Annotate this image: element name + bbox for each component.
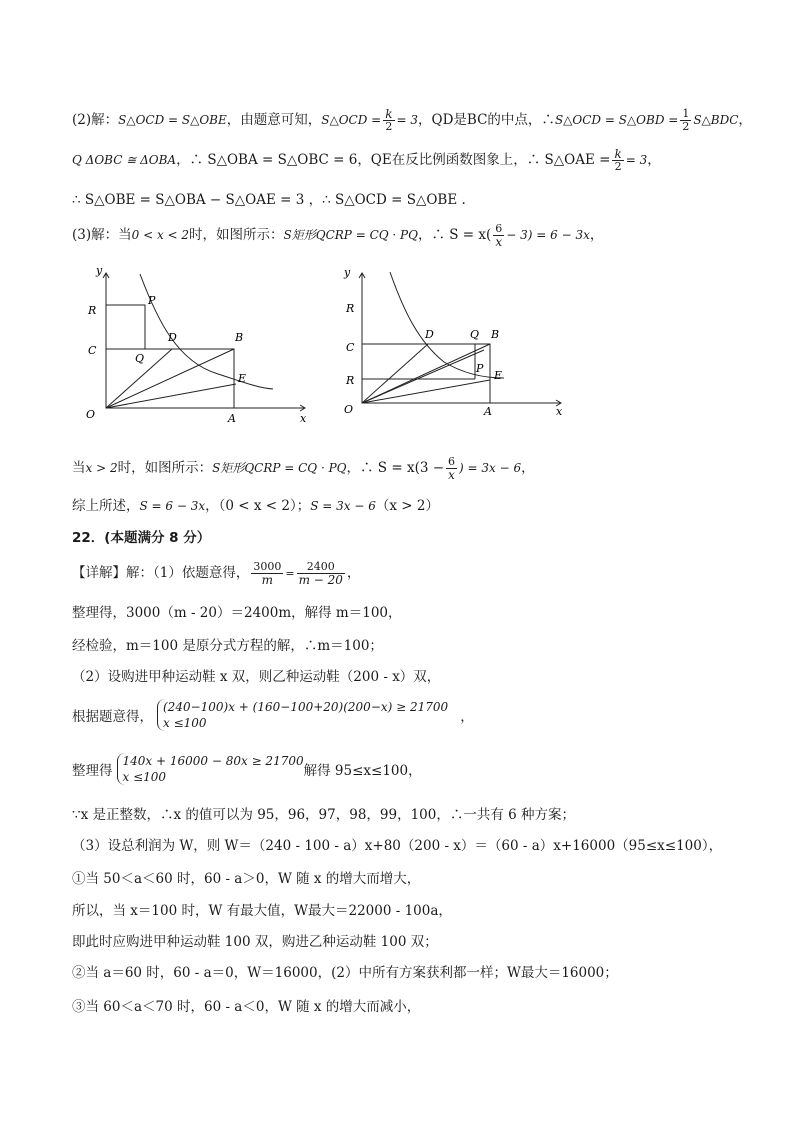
- math: Q ΔOBC ≅ ΔOBA: [72, 153, 177, 167]
- text: (2)解：: [72, 112, 119, 128]
- label-D: D: [425, 328, 434, 341]
- math: − 3) = 6 − 3x: [506, 228, 590, 242]
- text: 当: [72, 460, 86, 476]
- solution-3-line1: [72, 223, 603, 248]
- solution-3-line2: [72, 456, 535, 481]
- text: ，∴ S = x(: [417, 227, 492, 243]
- math: 0 < x < 2: [131, 228, 190, 242]
- q22-line3: 经检验，m＝100 是原分式方程的解，∴m＝100；: [72, 638, 383, 654]
- label-C: C: [88, 344, 97, 357]
- fraction-6-x-2: $\frac{6}{x}$: [448, 455, 456, 482]
- text: 【详解】解：（1）依题意得，: [72, 565, 250, 581]
- text: ，: [589, 227, 604, 243]
- label-B: B: [491, 328, 500, 341]
- label-O: O: [86, 408, 96, 421]
- math: = 3: [396, 113, 419, 127]
- label-y: y: [96, 264, 103, 277]
- solution-2-line2: [72, 148, 661, 173]
- math: S矩形QCRP = CQ · PQ: [283, 228, 418, 242]
- text: ，∴ S = x(3 −: [346, 460, 445, 476]
- label-R-top: R: [346, 302, 355, 315]
- q22-line5: [72, 699, 474, 731]
- q22-line6: [72, 753, 422, 785]
- label-P: P: [148, 294, 156, 307]
- text: ，: [460, 709, 474, 725]
- label-y: y: [344, 266, 351, 279]
- fraction-3000-m: $\frac{3000}{m}$: [253, 560, 282, 587]
- graph-case-1: [68, 262, 318, 432]
- label-E: E: [494, 369, 503, 382]
- label-A: A: [484, 405, 492, 418]
- text: （x > 2）: [375, 498, 439, 514]
- text: ，QE在反比例函数图象上，∴ S△OAE =: [357, 152, 611, 168]
- label-C: C: [346, 341, 355, 354]
- text: ，QD是BC的中点，∴: [418, 112, 555, 128]
- math: S矩形QCRP = CQ · PQ: [212, 461, 347, 475]
- q22-line8: （3）设总利润为 W，则 W＝（240 - 100 - a）x+80（200 - x）＝（60 - a）x+16000（95≤x≤100），: [72, 838, 723, 854]
- fraction-2400-m-20: $\frac{2400}{m - 20}$: [298, 560, 343, 587]
- text: 解得 95≤x≤100，: [303, 763, 422, 779]
- text: ，由题意可知，: [226, 112, 322, 128]
- solution-2-line3: ∴ S△OBE = S△OBA − S△OAE = 3 ，∴ S△OCD = S△OBE .: [72, 192, 466, 208]
- label-O: O: [344, 403, 354, 416]
- text: ，: [647, 152, 661, 168]
- text: ，: [346, 565, 361, 581]
- inequality-system-1: (240−100)x + (160−100+20)(200−x) ≥ 21700 x ≤100: [157, 699, 448, 731]
- text: (3)解：当: [72, 227, 132, 243]
- label-Q: Q: [135, 352, 145, 365]
- text: 时，如图所示：: [189, 227, 284, 243]
- text: 综上所述，: [72, 498, 140, 514]
- label-B: B: [235, 331, 244, 344]
- label-D: D: [168, 331, 177, 344]
- label-R: R: [88, 304, 97, 317]
- q22-line10: 所以，当 x＝100 时，W 有最大值，W最大＝22000 - 100a，: [72, 903, 452, 919]
- graph-case-2: [324, 262, 574, 432]
- math: x > 2: [85, 461, 118, 475]
- text: ，: [521, 460, 535, 476]
- solution-2-line1: [72, 108, 752, 133]
- math: =: [285, 567, 295, 580]
- text: 时，如图所示：: [117, 460, 213, 476]
- math: S△OCD = S△OBD =: [554, 113, 679, 127]
- q22-line12: ②当 a＝60 时，60 - a＝0，W＝16000，(2）中所有方案获利都一样；W最大＝16000；: [72, 965, 618, 981]
- text: 根据题意得，: [72, 709, 153, 725]
- q22-line9: ①当 50＜a＜60 时，60 - a＞0，W 随 x 的增大而增大，: [72, 871, 421, 887]
- label-A: A: [228, 412, 236, 425]
- q22-line1: [72, 561, 360, 586]
- math: S△OCD = S△OBE: [118, 113, 227, 127]
- fraction-6-x: $\frac{6}{x}$: [495, 222, 503, 249]
- text: ，: [738, 112, 752, 128]
- math: = 3: [625, 153, 648, 167]
- fraction-half: $\frac{1}{2}$: [682, 107, 690, 133]
- q22-line2: 整理得，3000（m - 20）＝2400m，解得 m＝100，: [72, 605, 402, 621]
- q22-line7: ∵x 是正整数，∴x 的值可以为 95，96，97，98，99，100，∴一共有 6 种方案；: [72, 807, 576, 823]
- fraction-k-2b: $\frac{k}{2}$: [614, 147, 622, 173]
- q22-line4: （2）设购进甲种运动鞋 x 双，则乙种运动鞋（200 - x）双，: [72, 669, 441, 685]
- inequality-system-2: 140x + 16000 − 80x ≥ 21700 x ≤100: [117, 753, 304, 785]
- math: S△OCD =: [321, 113, 382, 127]
- label-Q: Q: [470, 328, 480, 341]
- fraction-k-2: $\frac{k}{2}$: [385, 107, 393, 133]
- text: ，（0 < x < 2）；: [205, 498, 311, 514]
- label-P: P: [476, 362, 484, 375]
- text: 整理得: [72, 763, 113, 779]
- text: ，∴ S△OBA = S△OBC = 6: [176, 152, 358, 168]
- math: ) = 3x − 6: [459, 461, 522, 475]
- question-22-heading: 22．(本题满分 8 分）: [72, 530, 211, 546]
- math: S = 3x − 6: [310, 499, 376, 513]
- math: S△BDC: [693, 113, 739, 127]
- solution-3-summary: [72, 494, 439, 514]
- math: S = 6 − 3x: [139, 499, 206, 513]
- label-x: x: [556, 405, 563, 418]
- label-R: R: [346, 374, 355, 387]
- q22-line13: ③当 60＜a＜70 时，60 - a＜0，W 随 x 的增大而减小，: [72, 999, 421, 1015]
- label-x: x: [300, 412, 307, 425]
- label-E: E: [238, 372, 247, 385]
- q22-line11: 即此时应购进甲种运动鞋 100 双，购进乙种运动鞋 100 双；: [72, 934, 438, 950]
